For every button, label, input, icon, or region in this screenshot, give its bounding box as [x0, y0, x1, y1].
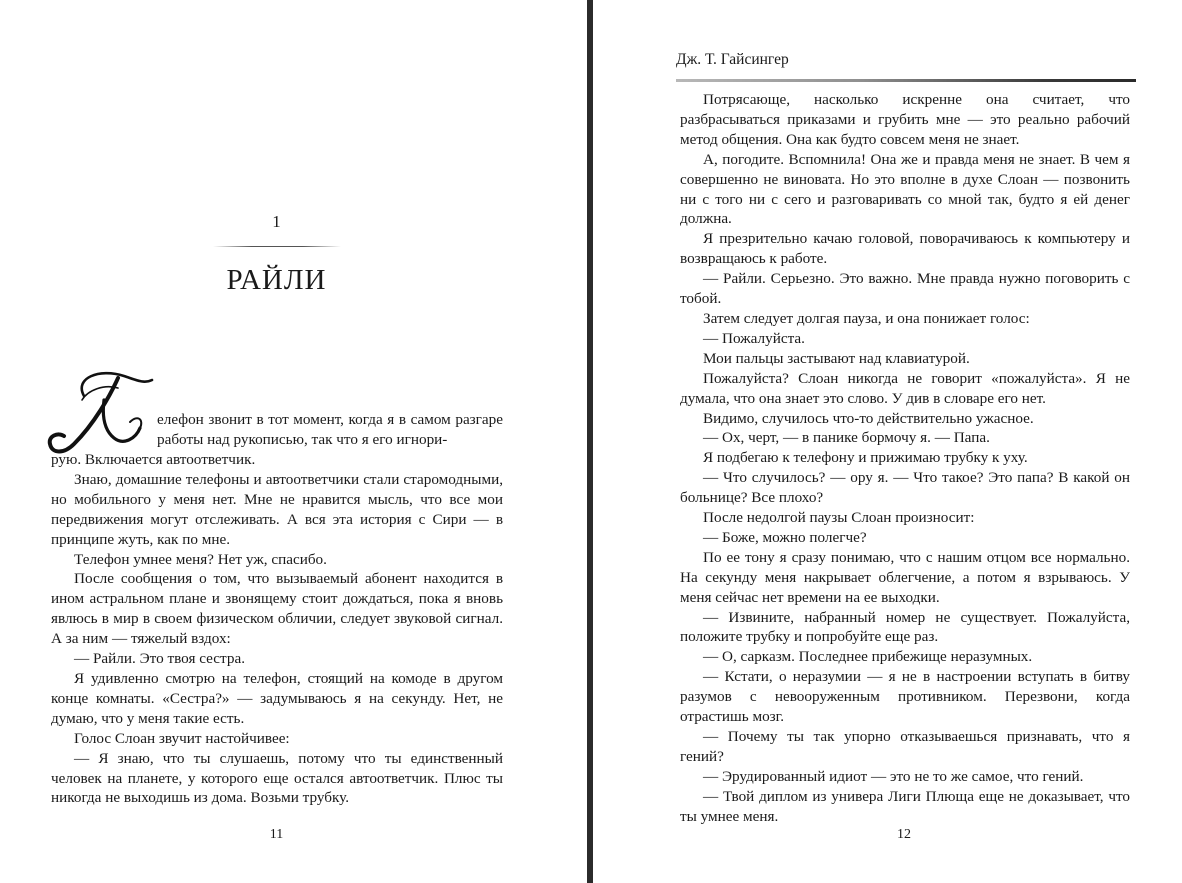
paragraph: По ее тону я сразу понимаю, что с нашим отцом все нормально. На секунду меня накрывает облегчение, а потом я взрываюсь. У меня сейчас нет времени на ее выходки. [680, 548, 1130, 606]
chapter-title: РАЙЛИ [226, 264, 327, 296]
paragraph: — Райли. Это твоя сестра. [74, 650, 245, 668]
paragraph: — Твой диплом из универа Лиги Плюща еще не доказывает, что ты умнее меня. [680, 787, 1130, 825]
paragraph: Затем следует долгая пауза, и она понижает голос: [703, 309, 1030, 327]
paragraph: Видимо, случилось что-то действительно ужасное. [703, 409, 1034, 427]
right-page [593, 0, 1182, 883]
page-number-left: 11 [269, 827, 284, 842]
paragraph: — Райли. Серьезно. Это важно. Мне правда нужно поговорить с тобой. [680, 270, 1130, 308]
paragraph: Знаю, домашние телефоны и автоответчики стали старомодными, но мобильного у меня нет. Мне не нравится мысль, что все мои передвижения могут отслеживать. А вся эта история с Сири — в принципе жуть, как по мне. [51, 470, 503, 548]
running-head: Дж. Т. Гайсингер [676, 51, 789, 68]
chapter-number: 1 [272, 212, 281, 231]
paragraph: — Я знаю, что ты слушаешь, потому что ты единственный человек на планете, у которого еще остался автоответчик. Плюс ты никогда не выходишь из дома. Возьми трубку. [51, 749, 503, 807]
dropcap-letter [44, 366, 156, 458]
paragraph: После сообщения о том, что вызываемый абонент находится в ином астральном плане и звонящему стоит дождаться, пока я вновь явлюсь в мир в своем физическом обличии, следует звуковой сигнал. А за ним — тяжелый вздох: [51, 570, 503, 648]
paragraph: — Пожалуйста. [703, 329, 805, 347]
paragraph: Я подбегаю к телефону и прижимаю трубку к уху. [703, 449, 1028, 467]
paragraph: Потрясающе, насколько искренне она считает, что разбрасываться приказами и грубить мне — это реально рабочий метод общения. Она как будто совсем меня не знает. [680, 91, 1130, 148]
paragraph: — Эрудированный идиот — это не то же самое, что гений. [703, 767, 1084, 785]
paragraph: После недолгой паузы Слоан произносит: [703, 509, 975, 527]
paragraph: рую. Включается автоответчик. [51, 451, 256, 468]
paragraph: Я удивленно смотрю на телефон, стоящий на комоде в другом конце комнаты. «Сестра?» — задумываюсь я на секунду. Нет, не думаю, что у меня такие есть. [51, 669, 503, 727]
paragraph: Пожалуйста? Слоан никогда не говорит «пожалуйста». Я не думала, что она знает это слово. У див в словаре его нет. [680, 369, 1130, 407]
page-number-right: 12 [897, 827, 911, 842]
left-body-text [51, 450, 503, 808]
first-paragraph [157, 410, 503, 450]
paragraph: Голос Слоан звучит настойчивее: [74, 729, 290, 747]
paragraph: А, погодите. Вспомнила! Она же и правда меня не знает. В чем я совершенно не виновата. Но это вполне в духе Слоан — позвонить ни с того ни с сего и разговаривать со мной так, будто я ей денег должна. [680, 150, 1130, 228]
paragraph: — Боже, можно полегче? [703, 528, 867, 546]
left-page [0, 0, 587, 883]
paragraph: — Ох, черт, — в панике бормочу я. — Папа. [703, 429, 990, 447]
paragraph: елефон звонит в тот момент, когда я в самом разгаре работы над рукописью, так что я его игнори- [157, 411, 503, 448]
paragraph: — Что случилось? — ору я. — Что такое? Это папа? В какой он больнице? Все плохо? [680, 469, 1130, 507]
paragraph: Мои пальцы застывают над клавиатурой. [703, 349, 970, 367]
paragraph: — Кстати, о неразумии — я не в настроении вступать в битву разумов с невооруженным противником. Перезвони, когда отрастишь мозг. [680, 668, 1130, 726]
paragraph: — Извините, набранный номер не существует. Пожалуйста, положите трубку и попробуйте еще раз. [680, 608, 1130, 646]
paragraph: Я презрительно качаю головой, поворачиваюсь к компьютеру и возвращаюсь к работе. [680, 230, 1130, 268]
paragraph: Телефон умнее меня? Нет уж, спасибо. [74, 550, 327, 568]
paragraph: — О, сарказм. Последнее прибежище неразумных. [703, 648, 1033, 666]
chapter-divider [213, 246, 341, 247]
header-rule [676, 79, 1136, 82]
paragraph: — Почему ты так упорно отказываешься признавать, что я гений? [680, 728, 1130, 765]
right-body-text [680, 90, 1130, 827]
